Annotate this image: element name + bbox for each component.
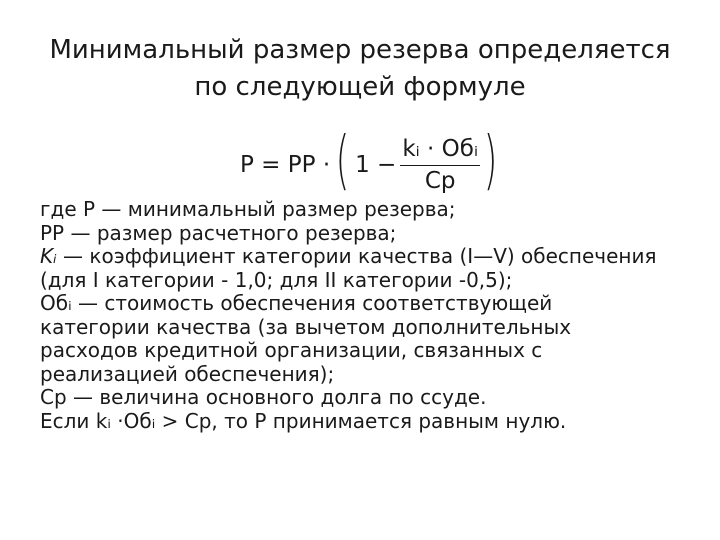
explanation-line: категории качества (за вычетом дополнительных <box>40 314 572 339</box>
slide-title-line-1: Минимальный размер резерва определяется <box>49 35 671 65</box>
formula-denominator: Ср <box>424 168 456 194</box>
explanation-line: Если kᵢ ·Обᵢ > Ср, то Р принимается равным нулю. <box>40 408 567 433</box>
formula-fraction <box>400 135 480 195</box>
explanation-line: РР — размер расчетного резерва; <box>40 220 397 245</box>
ki-symbol: Kᵢ <box>40 244 57 268</box>
explanation-line: расходов кредитной организации, связанных с <box>40 338 543 362</box>
formula-lhs: Р = РР · <box>240 152 331 178</box>
formula-one-minus: 1 − <box>355 152 397 178</box>
explanation-line: реализацией обеспечения); <box>40 361 335 386</box>
explanation-line: Обᵢ — стоимость обеспечения соответствующей <box>40 291 553 315</box>
slide-title <box>0 32 720 106</box>
explanation-line: (для I категории - 1,0; для II категории -0,5); <box>40 267 513 292</box>
formula-close-paren: ) <box>483 124 498 198</box>
formula-explanation <box>40 198 710 433</box>
explanation-line <box>40 245 710 269</box>
slide-title-line-2: по следующей формуле <box>194 72 526 102</box>
explanation-line: Ср — величина основного долга по ссуде. <box>40 385 487 409</box>
ki-definition: — коэффициент категории качества (I—V) обеспечения <box>56 244 657 268</box>
formula-numerator: kᵢ · Обᵢ <box>400 135 480 166</box>
reserve-formula <box>240 124 498 199</box>
explanation-line: где Р — минимальный размер резерва; <box>40 197 456 221</box>
formula-open-paren: ( <box>335 124 350 198</box>
